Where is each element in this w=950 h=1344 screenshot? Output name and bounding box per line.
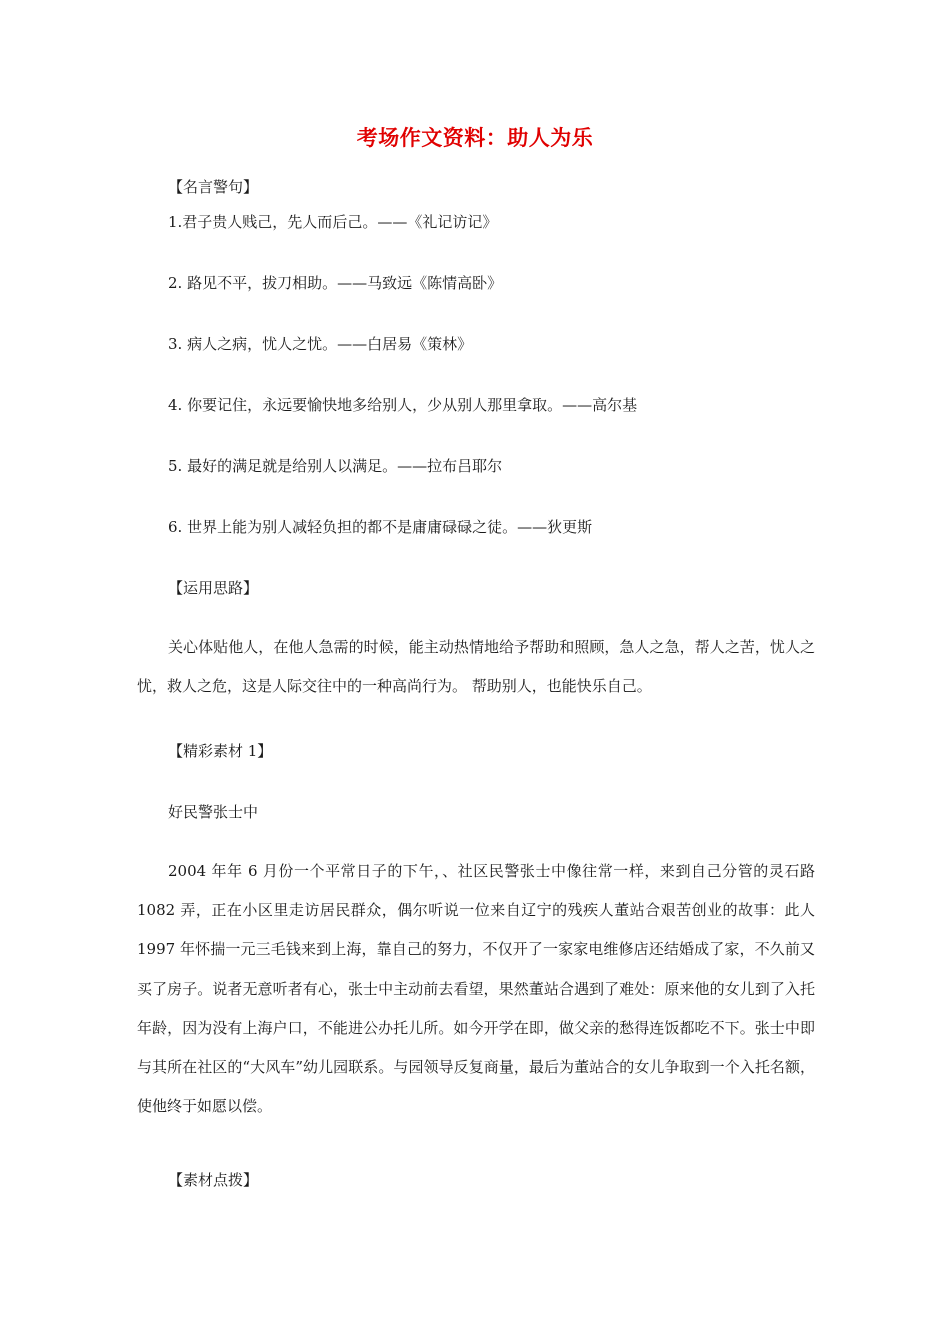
quote-item-4: 4. 你要记住，永远要愉快地多给别人，少从别人那里拿取。——高尔基 (168, 396, 638, 414)
quote-item-2: 2. 路见不平，拔刀相助。——马致远《陈情高卧》 (168, 274, 503, 292)
quote-item-1: 1.君子贵人贱己，先人而后己。——《礼记访记》 (168, 213, 498, 231)
quote-item-6: 6. 世界上能为别人减轻负担的都不是庸庸碌碌之徒。——狄更斯 (168, 518, 593, 536)
comment-heading: 【素材点拨】 (168, 1171, 259, 1189)
quote-item-3: 3. 病人之病，忧人之忧。——白居易《策林》 (168, 335, 473, 353)
quotes-heading: 【名言警句】 (168, 178, 259, 196)
usage-heading: 【运用思路】 (168, 579, 259, 597)
material-title: 好民警张士中 (168, 803, 259, 821)
material-paragraph: 2004 年年 6 月份一个平常日子的下午，、社区民警张士中像往常一样，来到自己分管的灵石路 1082 弄，正在小区里走访居民群众，偶尔听说一位来自辽宁的残疾人董站合艰苦创业的故事：此人 1997 年怀揣一元三毛钱来到上海，靠自己的努力，不仅开了一家家电维修店还结婚成了家，不久前又买了房子。说者无意听者有心，张士中主动前去看望，果然董站合遇到了难处：原来他的女儿到了入托年龄，因为没有上海户口，不能进公办托儿所。如今开学在即，做父亲的愁得连饭都吃不下。张士中即与其所在社区的“大风车”幼儿园联系。与园领导反复商量，最后为董站合的女儿争取到一个入托名额，使他终于如愿以偿。 (137, 862, 815, 1116)
usage-paragraph: 关心体贴他人，在他人急需的时候，能主动热情地给予帮助和照顾，急人之急，帮人之苦，忧人之忧，救人之危，这是人际交往中的一种高尚行为。 帮助别人，也能快乐自己。 (137, 638, 815, 696)
quote-item-5: 5. 最好的满足就是给别人以满足。——拉布吕耶尔 (168, 457, 503, 475)
material-heading: 【精彩素材 1】 (168, 742, 273, 760)
document-title: 考场作文资料：助人为乐 (356, 126, 594, 150)
